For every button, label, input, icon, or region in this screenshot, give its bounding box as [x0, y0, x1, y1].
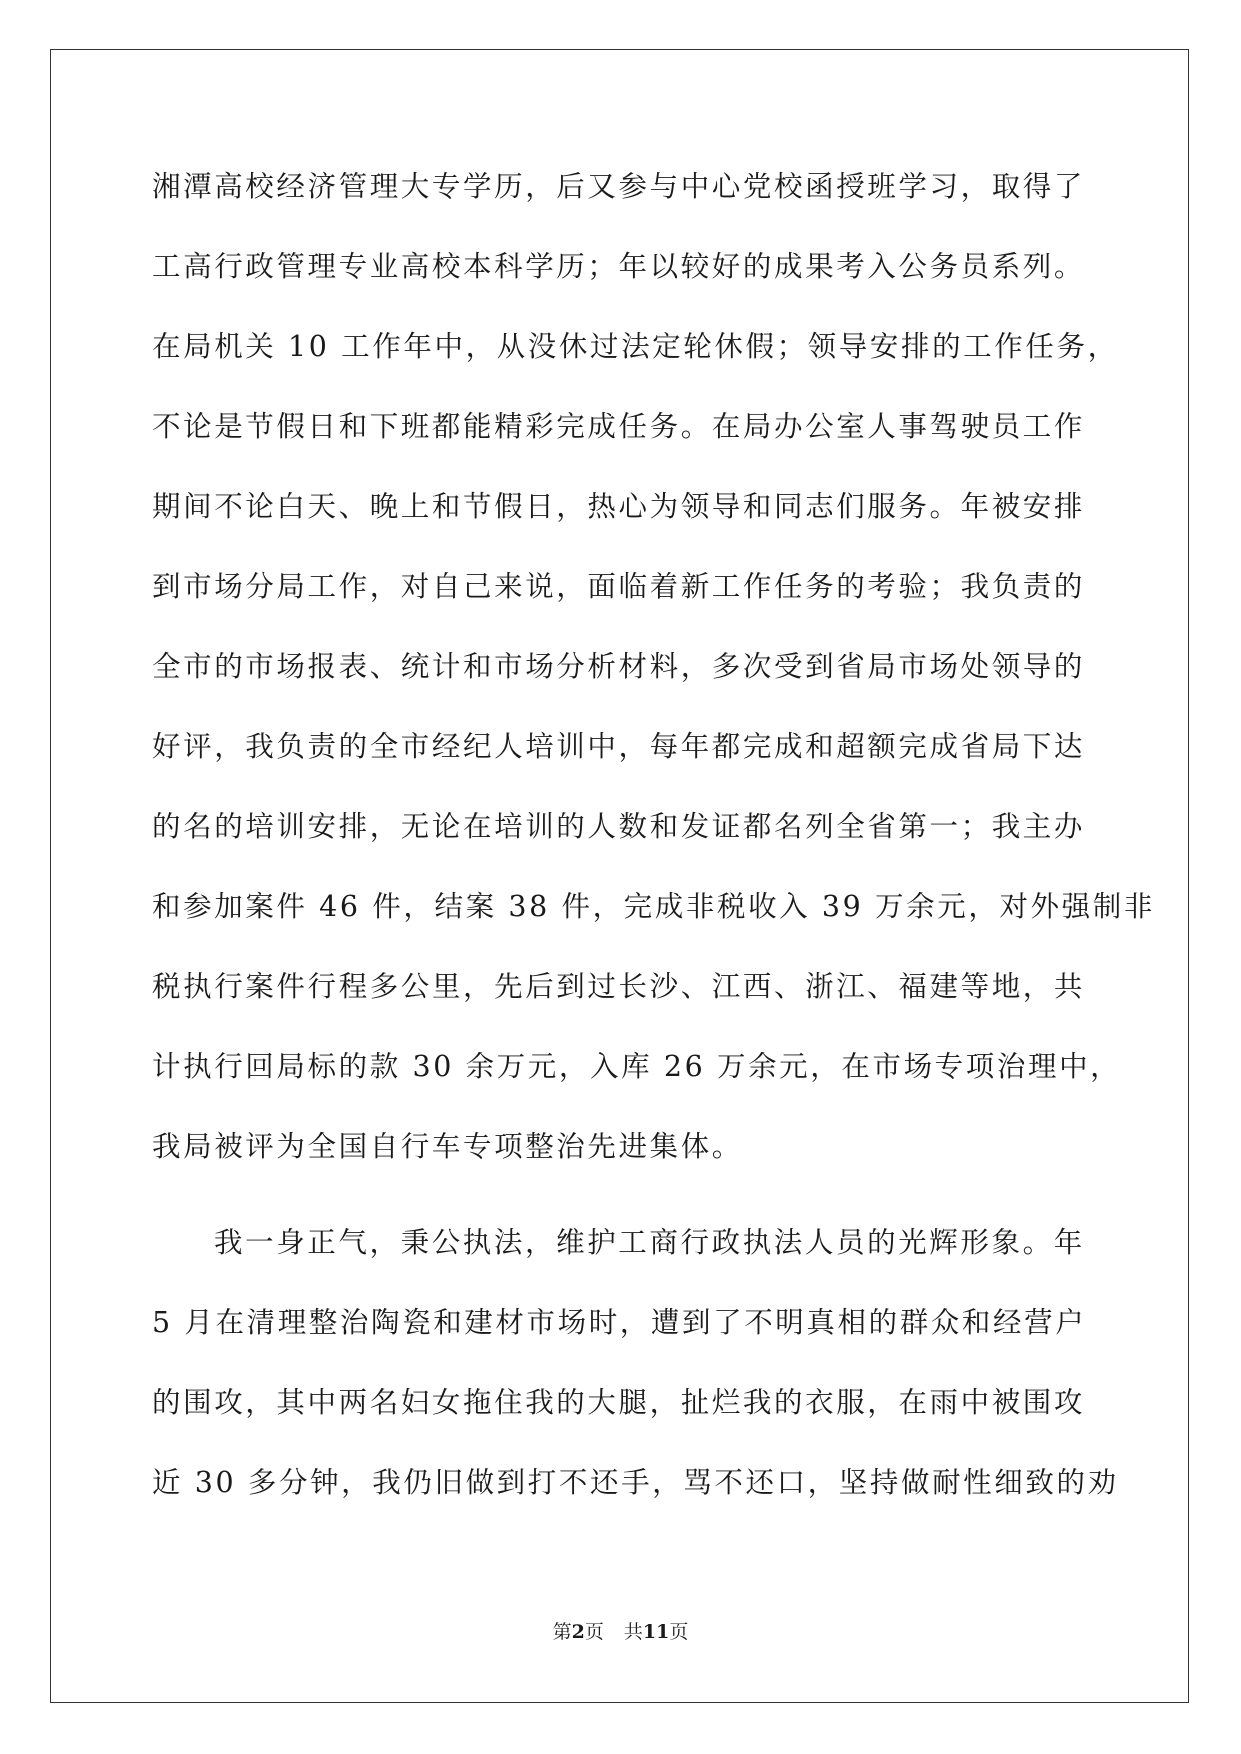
text-line: 湘潭高校经济管理大专学历，后又参与中心党校函授班学习，取得了	[152, 170, 1086, 203]
total-prefix: 共	[623, 1621, 643, 1643]
page-footer	[0, 1617, 1241, 1644]
page-prefix: 第	[552, 1621, 572, 1643]
text-line: 计执行回局标的款 30 余万元，入库 26 万余元，在市场专项治理中，	[152, 1050, 1122, 1083]
text-line: 和参加案件 46 件，结案 38 件，完成非税收入 39 万余元，对外强制非	[152, 890, 1155, 923]
text-line: 期间不论白天、晚上和节假日，热心为领导和同志们服务。年被安排	[152, 490, 1086, 523]
page-suffix: 页	[584, 1621, 604, 1643]
text-line: 工高行政管理专业高校本科学历；年以较好的成果考入公务员系列。	[152, 250, 1086, 283]
total-pages: 11	[642, 1621, 670, 1643]
text-line: 到市场分局工作，对自己来说，面临着新工作任务的考验；我负责的	[152, 570, 1086, 603]
text-line: 不论是节假日和下班都能精彩完成任务。在局办公室人事驾驶员工作	[152, 410, 1086, 443]
document-body	[152, 163, 1155, 1539]
page-number: 2	[571, 1621, 585, 1643]
text-line: 全市的市场报表、统计和市场分析材料，多次受到省局市场处领导的	[152, 650, 1086, 683]
text-line: 好评，我负责的全市经纪人培训中，每年都完成和超额完成省局下达	[152, 730, 1086, 763]
text-line: 在局机关 10 工作年中，从没休过法定轮休假；领导安排的工作任务，	[152, 330, 1119, 363]
text-line: 的围攻，其中两名妇女拖住我的大腿，扯烂我的衣服，在雨中被围攻	[152, 1386, 1086, 1419]
text-line: 税执行案件行程多公里，先后到过长沙、江西、浙江、福建等地，共	[152, 970, 1086, 1003]
text-line: 近 30 多分钟，我仍旧做到打不还手，骂不还口，坚持做耐性细致的劝	[152, 1466, 1119, 1499]
text-line: 的名的培训安排，无论在培训的人数和发证都名列全省第一；我主办	[152, 810, 1086, 843]
paragraph-1	[152, 163, 1155, 1203]
text-line: 我局被评为全国自行车专项整治先进集体。	[152, 1130, 743, 1163]
paragraph-gap	[152, 1203, 1092, 1219]
paragraph-2	[152, 1219, 1119, 1539]
total-suffix: 页	[669, 1621, 689, 1643]
text-line: 我一身正气，秉公执法，维护工商行政执法人员的光辉形象。年	[214, 1226, 1085, 1259]
text-line: 5 月在清理整治陶瓷和建材市场时，遭到了不明真相的群众和经营户	[152, 1306, 1087, 1339]
